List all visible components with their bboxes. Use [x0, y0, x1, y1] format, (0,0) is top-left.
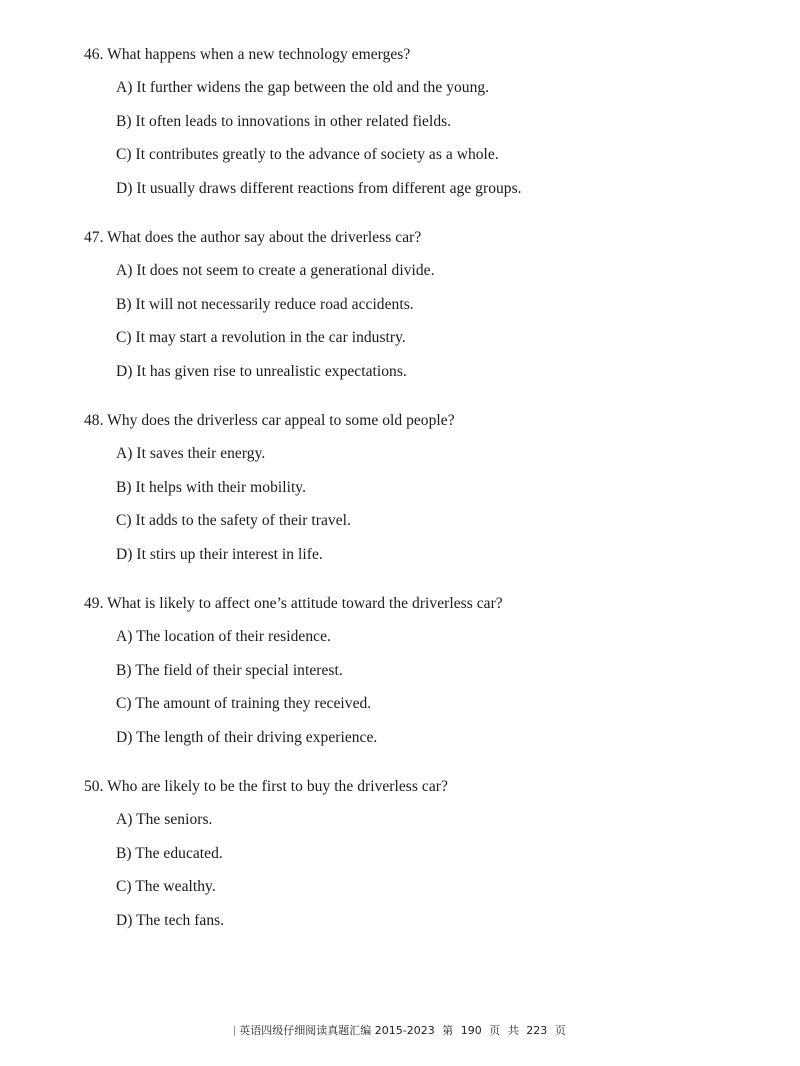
question-stem: 49. What is likely to affect one’s attitude toward the driverless car? — [84, 595, 503, 612]
option-c: C) The amount of training they received. — [116, 695, 372, 712]
option-b: B) The educated. — [116, 844, 223, 862]
option-d: D) It stirs up their interest in life. — [116, 545, 323, 563]
question-stem: 47. What does the author say about the driverless car? — [84, 229, 422, 246]
footer-total-prefix: 共 — [507, 1024, 519, 1037]
footer-page-unit: 页 — [489, 1024, 501, 1037]
option-b: B) It helps with their mobility. — [116, 478, 307, 496]
footer-page-prefix: 第 — [442, 1024, 454, 1037]
question-47 — [84, 228, 764, 382]
option-c: C) It may start a revolution in the car industry. — [116, 329, 406, 346]
footer-total-pages: 223 — [526, 1024, 548, 1037]
option-c: C) It adds to the safety of their travel. — [116, 512, 351, 529]
page-footer — [0, 1024, 800, 1038]
option-a: A) The location of their residence. — [116, 628, 331, 645]
option-b: B) It often leads to innovations in other related fields. — [116, 112, 452, 130]
option-d: D) It has given rise to unrealistic expectations. — [116, 362, 407, 380]
option-d: D) The tech fans. — [116, 911, 225, 929]
question-stem: 50. Who are likely to be the first to buy the driverless car? — [84, 778, 448, 795]
option-b: B) The field of their special interest. — [116, 661, 343, 679]
option-c: C) The wealthy. — [116, 878, 216, 895]
question-46 — [84, 45, 764, 199]
footer-divider — [234, 1026, 235, 1036]
footer-total-unit: 页 — [554, 1024, 566, 1037]
option-a: A) The seniors. — [116, 811, 213, 828]
question-50 — [84, 777, 764, 931]
option-a: A) It saves their energy. — [116, 445, 266, 462]
option-c: C) It contributes greatly to the advance of society as a whole. — [116, 146, 499, 163]
question-48 — [84, 411, 764, 565]
option-a: A) It further widens the gap between the old and the young. — [116, 79, 490, 96]
question-49 — [84, 594, 764, 748]
question-stem: 46. What happens when a new technology emerges? — [84, 46, 411, 63]
footer-page-number: 190 — [460, 1024, 482, 1037]
option-d: D) It usually draws different reactions from different age groups. — [116, 179, 522, 197]
option-d: D) The length of their driving experience. — [116, 728, 378, 746]
option-b: B) It will not necessarily reduce road accidents. — [116, 295, 414, 313]
option-a: A) It does not seem to create a generational divide. — [116, 262, 435, 279]
footer-title: 英语四级仔细阅读真题汇编 2015-2023 — [239, 1024, 435, 1037]
question-stem: 48. Why does the driverless car appeal to some old people? — [84, 412, 455, 429]
